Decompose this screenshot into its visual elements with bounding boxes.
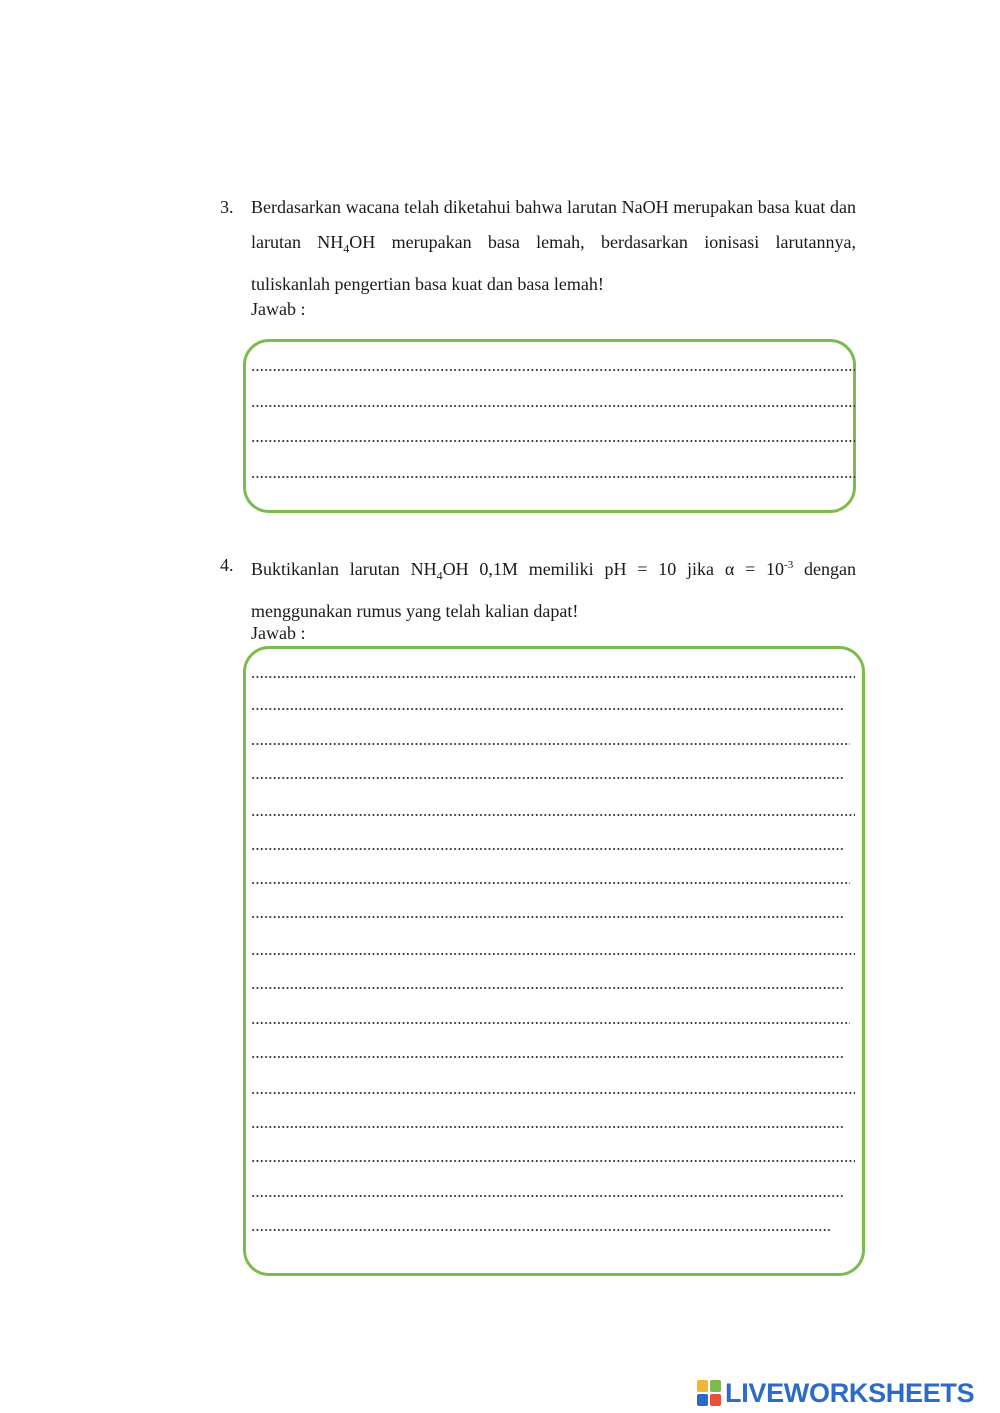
answer-line[interactable] bbox=[251, 814, 855, 816]
answer-line[interactable] bbox=[251, 708, 845, 710]
answer-label: Jawab : bbox=[251, 299, 306, 319]
answer-line[interactable] bbox=[251, 1056, 845, 1058]
answer-line[interactable] bbox=[251, 987, 845, 989]
answer-line[interactable] bbox=[251, 1022, 850, 1024]
answer-line[interactable] bbox=[251, 1160, 855, 1162]
answer-line[interactable] bbox=[251, 440, 855, 442]
logo-text: LIVEWORKSHEETS bbox=[725, 1377, 975, 1408]
answer-box-4[interactable] bbox=[243, 646, 865, 1276]
question-number: 3. bbox=[220, 197, 234, 217]
answer-line[interactable] bbox=[251, 848, 845, 850]
question-text: Buktikanlan larutan $NH_4OH$ 0,1M memiliki pH = 10 jika $\alpha = 10^{-3}$ dengan menggunakan rumus yang telah kalian dapat! bbox=[251, 559, 856, 621]
answer-box-3[interactable] bbox=[243, 339, 856, 513]
answer-line[interactable] bbox=[251, 1195, 845, 1197]
answer-line[interactable] bbox=[251, 1092, 855, 1094]
answer-line[interactable] bbox=[251, 1229, 831, 1231]
answer-line[interactable] bbox=[251, 743, 850, 745]
answer-line[interactable] bbox=[251, 882, 850, 884]
answer-line[interactable] bbox=[251, 777, 845, 779]
question-number: 4. bbox=[220, 555, 234, 575]
answer-label: Jawab : bbox=[251, 623, 306, 643]
answer-line[interactable] bbox=[251, 953, 855, 955]
question-text: Berdasarkan wacana telah diketahui bahwa larutan NaOH merupakan basa kuat dan larutan $NH_4OH$ merupakan basa lemah, berdasarkan ionisasi larutannya, tuliskanlah pengertian basa kuat dan basa lemah! bbox=[251, 197, 856, 294]
answer-line[interactable] bbox=[251, 676, 855, 678]
liveworksheets-logo-icon bbox=[697, 1380, 721, 1406]
question-4 bbox=[220, 548, 856, 629]
answer-line[interactable] bbox=[251, 916, 845, 918]
answer-line[interactable] bbox=[251, 369, 855, 371]
answer-line[interactable] bbox=[251, 1126, 845, 1128]
question-3 bbox=[220, 190, 856, 302]
answer-line[interactable] bbox=[251, 405, 855, 407]
liveworksheets-logo bbox=[697, 1378, 974, 1408]
answer-line[interactable] bbox=[251, 476, 855, 478]
